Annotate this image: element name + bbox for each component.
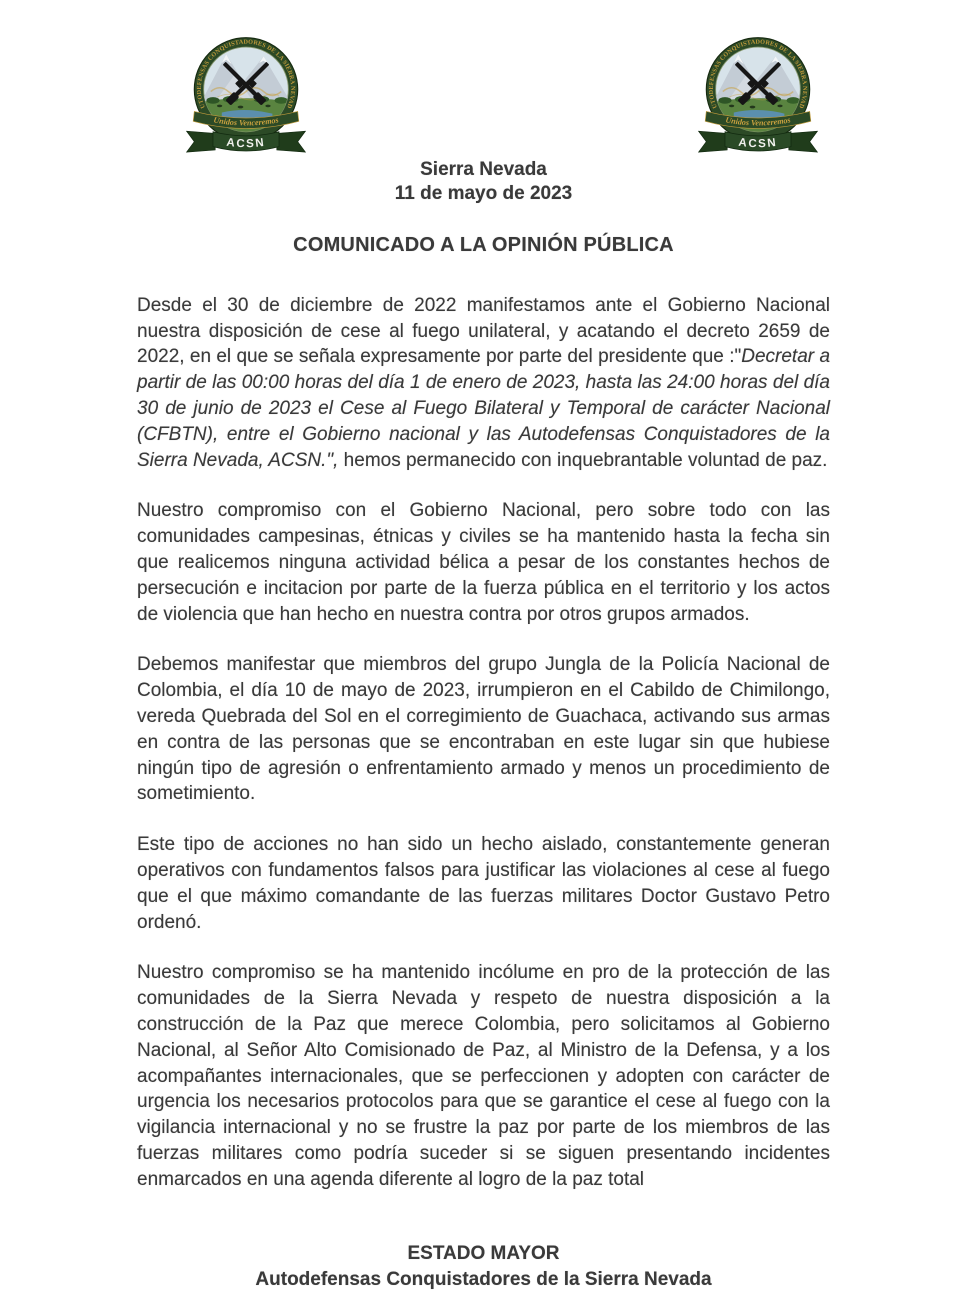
page-title: COMUNICADO A LA OPINIÓN PÚBLICA: [293, 234, 674, 256]
signature-line-2: Autodefensas Conquistadores de la Sierra Nevada: [255, 1268, 712, 1290]
document-content: [137, 158, 830, 1293]
signature-block: [137, 1241, 830, 1293]
paragraph-1-lead: Desde el 30 de diciembre de 2022 manifestamos ante el Gobierno Nacional nuestra disposición de cese al fuego unilateral, y acatando el decreto 2659 de 2022, en el que se señala expresamente por parte del presidente que :": [137, 294, 830, 368]
acsn-emblem-icon-right: [692, 34, 824, 158]
paragraph-2: Nuestro compromiso con el Gobierno Nacional, pero sobre todo con las comunidades campesinas, étnicas y civiles se ha mantenido hasta la fecha sin que realicemos ninguna actividad bélica a pesar de los constantes hechos de persecución e incitacion por parte de la fuerza pública en el territorio y los actos de violencia que han hecho en nuestra contra por otros grupos armados.: [137, 500, 830, 625]
signature-line-1: ESTADO MAYOR: [407, 1242, 560, 1264]
paragraph-3: Debemos manifestar que miembros del grupo Jungla de la Policía Nacional de Colombia, el día 10 de mayo de 2023, irrumpieron en el Cabildo de Chimilongo, vereda Quebrada del Sol en el corregimiento de Guachaca, activando sus armas en contra de las personas que se encontraban en este lugar sin que hubiese ningún tipo de agresión o enfrentamiento armado y menos un procedimiento de sometimiento.: [137, 654, 830, 805]
dateline: [137, 158, 830, 206]
paragraph-1-quote: Decretar a partir de las 00:00 horas del día 1 de enero de 2023, hasta las 24:00 horas del día 30 de junio de 2023 el Cese al Fuego Bilateral y Temporal de carácter Nacional (CFBTN), entre el Gobierno nacional y las Autodefensas Conquistadores de la Sierra Nevada, ACSN.",: [137, 346, 831, 471]
body-text: [137, 293, 830, 1193]
dateline-date: 11 de mayo de 2023: [394, 183, 573, 204]
paragraph-4: Este tipo de acciones no han sido un hecho aislado, constantemente generan operativos con fundamentos falsos para justificar las violaciones al cese al fuego que el que máximo comandante de las fuerzas militares Doctor Gustavo Petro ordenó.: [137, 834, 830, 933]
dateline-location: Sierra Nevada: [420, 159, 547, 180]
acsn-emblem-icon-left: [180, 34, 312, 158]
paragraph-1: [137, 293, 830, 474]
paragraph-5: Nuestro compromiso se ha mantenido incólume en pro de la protección de las comunidades de la Sierra Nevada y respeto de nuestra disposición a la construcción de la Paz que merece Colombia, pero solicitamos al Gobierno Nacional, al Señor Alto Comisionado de Paz, al Ministro de la Defensa, y a los acompañantes internacionales, que se perfeccionen y adopten con carácter de urgencia los necesarios protocolos para que se garantice el cese al fuego con la vigilancia internacional y no se frustre la paz por parte de los miembros de las fuerzas militares como podría suceder si se siguen presentando incidentes enmarcados en una agenda diferente al logro de la paz total: [137, 962, 830, 1190]
paragraph-1-tail: hemos permanecido con inquebrantable voluntad de paz.: [338, 449, 828, 471]
